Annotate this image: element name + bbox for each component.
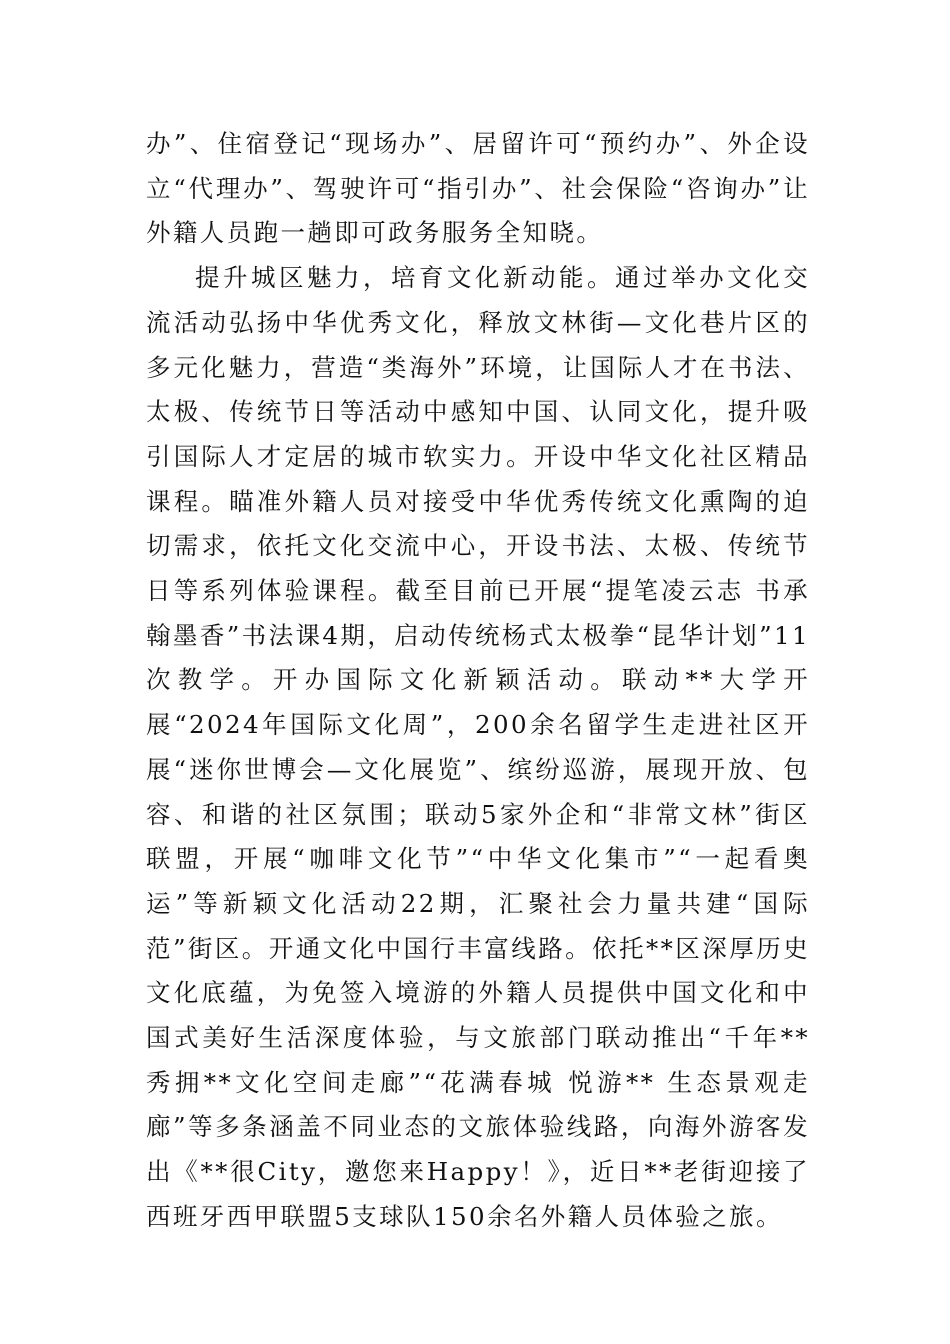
paragraph-cultural-vitality: 提升城区魅力，培育文化新动能。通过举办文化交流活动弘扬中华优秀文化，释放文林街—文化巷片区的多元化魅力，营造“类海外”环境，让国际人才在书法、太极、传统节日等活动中感知中国、认同文化，提升吸引国际人才定居的城市软实力。开设中华文化社区精品课程。瞄准外籍人员对接受中华优秀传统文化熏陶的迫切需求，依托文化交流中心，开设书法、太极、传统节日等系列体验课程。截至目前已开展“提笔凌云志 书承翰墨香”书法课4期，启动传统杨式太极拳“昆华计划”11次教学。开办国际文化新颖活动。联动**大学开展“2024年国际文化周”，200余名留学生走进社区开展“迷你世博会—文化展览”、缤纷巡游，展现开放、包容、和谐的社区氛围；联动5家外企和“非常文林”街区联盟，开展“咖啡文化节”“中华文化集市”“一起看奥运”等新颖文化活动22期，汇聚社会力量共建“国际范”街区。开通文化中国行丰富线路。依托**区深厚历史文化底蕴，为免签入境游的外籍人员提供中国文化和中国式美好生活深度体验，与文旅部门联动推出“千年** 秀拥**文化空间走廊”“花满春城 悦游** 生态景观走廊”等多条涵盖不同业态的文旅体验线路，向海外游客发出《**很City，邀您来Happy！》，近日**老街迎接了西班牙西甲联盟5支球队150余名外籍人员体验之旅。 — [146, 263, 810, 1231]
paragraph-government-services: 办”、住宿登记“现场办”、居留许可“预约办”、外企设立“代理办”、驾驶许可“指引办”、社会保险“咨询办”让外籍人员跑一趟即可政务服务全知晓。 — [146, 129, 810, 248]
body-text — [146, 122, 810, 1240]
